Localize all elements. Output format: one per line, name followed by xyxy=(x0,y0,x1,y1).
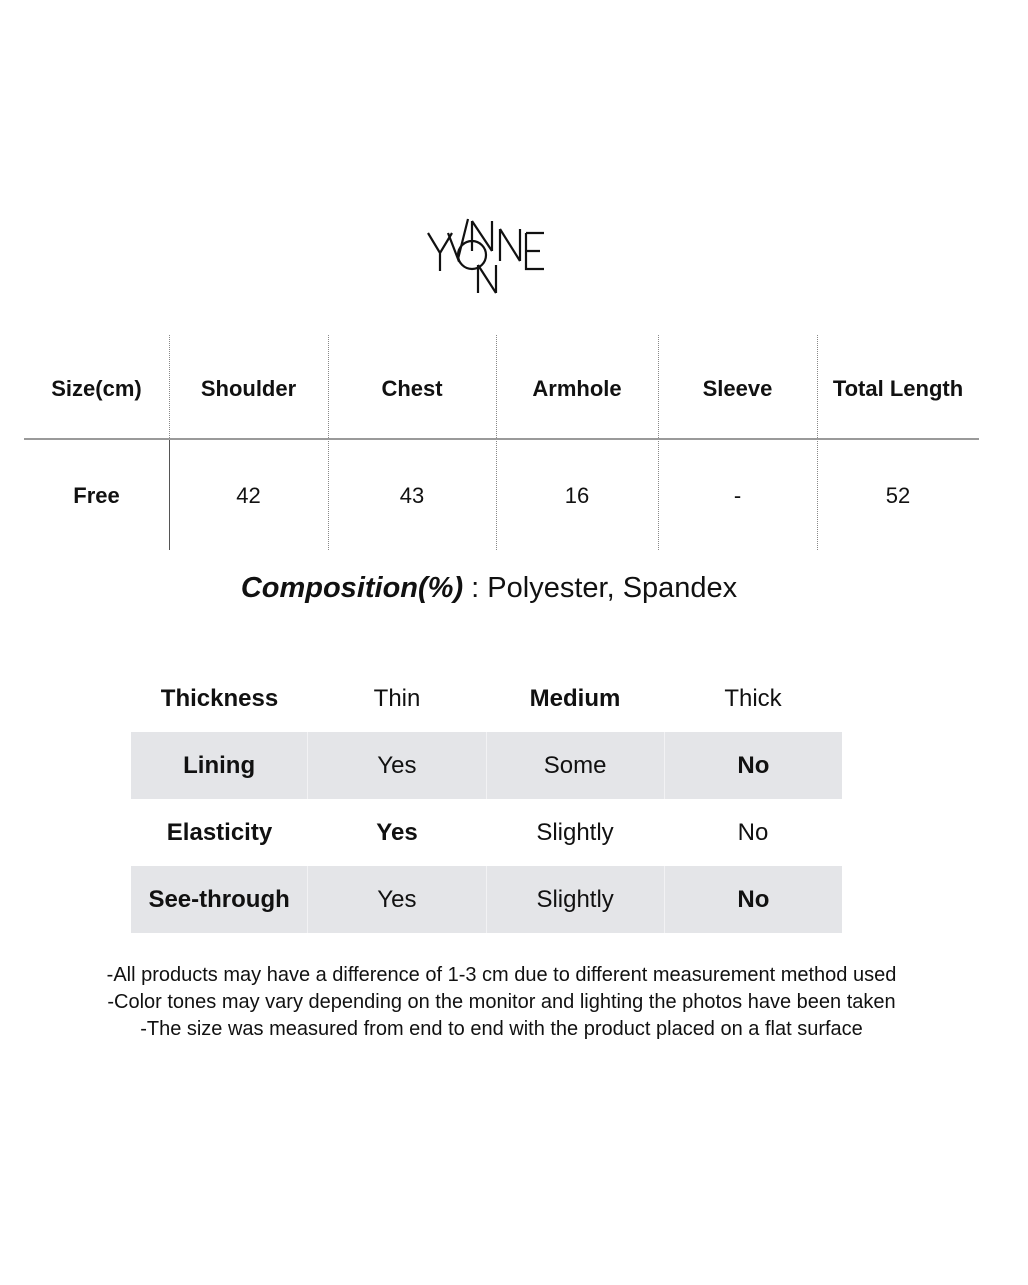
fabric-option-selected: No xyxy=(664,866,842,933)
composition-value: Polyester, Spandex xyxy=(487,572,738,604)
composition-line xyxy=(0,572,978,605)
note-line: -All products may have a difference of 1-3 cm due to different measurement method used xyxy=(106,964,897,986)
fabric-option: Yes xyxy=(307,732,485,799)
note-line: -The size was measured from end to end with the product placed on a flat surface xyxy=(140,1018,863,1040)
shoulder-value: 42 xyxy=(236,483,261,508)
fabric-row-label: Lining xyxy=(183,751,256,779)
notes xyxy=(0,962,1003,1043)
fabric-option: Yes xyxy=(307,866,485,933)
composition-separator: : xyxy=(463,572,488,604)
fabric-row-lining xyxy=(131,732,842,799)
header-chest: Chest xyxy=(381,376,443,401)
fabric-row-label: Thickness xyxy=(160,684,279,712)
header-rule xyxy=(24,438,979,440)
armhole-value: 16 xyxy=(564,483,590,508)
fabric-row-see-through xyxy=(131,866,842,933)
fabric-option: No xyxy=(737,818,769,846)
header-size: Size(cm) xyxy=(51,376,142,401)
size-table xyxy=(24,335,979,550)
size-value: Free xyxy=(73,483,120,508)
fabric-option-selected: Medium xyxy=(529,684,621,712)
fabric-option: Slightly xyxy=(536,818,614,846)
total-length-value: 52 xyxy=(885,483,911,508)
header-total-length: Total Length xyxy=(832,376,964,401)
sleeve-value: - xyxy=(733,483,742,508)
composition-label: Composition(%) xyxy=(240,572,464,604)
brand-logo xyxy=(426,215,551,297)
brand-logo-mark xyxy=(426,215,551,297)
note-line: -Color tones may vary depending on the monitor and lighting the photos have been taken xyxy=(107,991,896,1013)
fabric-table xyxy=(131,665,842,933)
fabric-row-thickness xyxy=(131,665,842,732)
fabric-row-label: Elasticity xyxy=(166,818,273,846)
header-sleeve: Sleeve xyxy=(702,376,773,401)
fabric-option-selected: Yes xyxy=(376,818,418,846)
header-armhole: Armhole xyxy=(532,376,622,401)
fabric-option: Thin xyxy=(373,684,421,712)
fabric-option: Some xyxy=(486,732,664,799)
chest-value: 43 xyxy=(399,483,425,508)
fabric-row-elasticity xyxy=(131,799,842,866)
fabric-option-selected: No xyxy=(664,732,842,799)
fabric-option: Slightly xyxy=(486,866,664,933)
fabric-option: Thick xyxy=(724,684,782,712)
header-shoulder: Shoulder xyxy=(200,376,297,401)
fabric-row-label: See-through xyxy=(148,885,290,913)
